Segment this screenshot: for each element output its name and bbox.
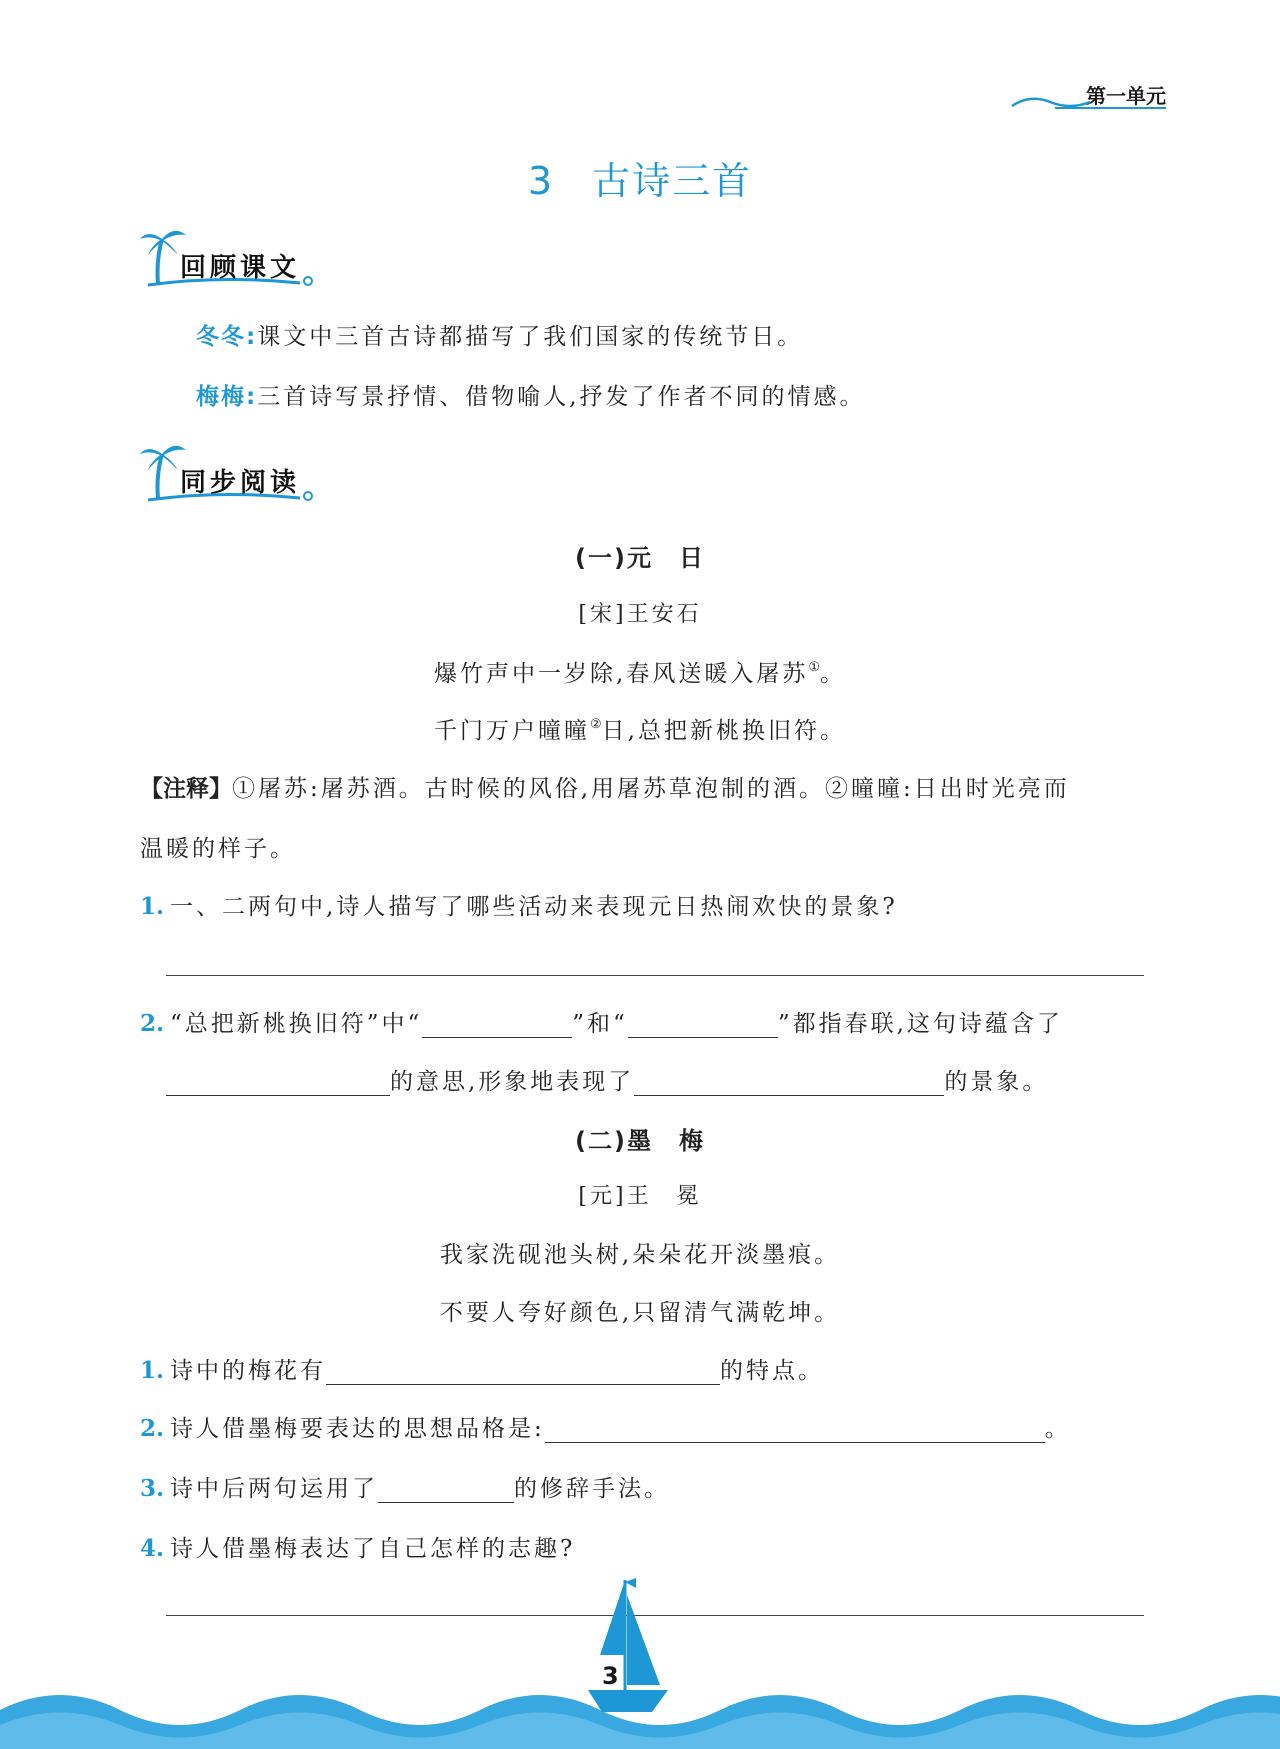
section-title-reading: 同步阅读 <box>180 468 301 498</box>
blank-field[interactable] <box>326 1360 720 1385</box>
footnote-mark-2: ② <box>590 717 602 732</box>
section-header-review <box>140 225 340 295</box>
speaker-dongdong: 冬冬: <box>196 324 258 350</box>
poem1-title: (一)元 日 <box>575 544 705 572</box>
sailboat-icon <box>588 1578 668 1712</box>
footnote-mark-1: ① <box>808 660 820 675</box>
blank-field[interactable] <box>634 1071 944 1096</box>
poem2-question-3: 3. 诗中后两句运用了 的修辞手法。 <box>140 1475 671 1502</box>
poem2-question-2: 2. 诗人借墨梅要表达的思想品格是: 。 <box>140 1415 1071 1442</box>
blank-field[interactable] <box>378 1478 514 1503</box>
section-title-review: 回顾课文 <box>180 253 301 283</box>
poem2-author: [元]王 冕 <box>578 1184 702 1209</box>
note-label: 【注释】 <box>140 776 232 802</box>
review-line-1 <box>196 318 803 351</box>
poem2-question-1: 1. 诗中的梅花有 的特点。 <box>140 1357 825 1384</box>
review-line-2 <box>196 378 866 411</box>
section-header-reading <box>140 440 340 510</box>
poem1-note-line-2: 温暖的样子。 <box>140 836 296 862</box>
poem1-author: [宋]王安石 <box>578 602 702 627</box>
poem2-line-1: 我家洗砚池头树,朵朵花开淡墨痕。 <box>439 1242 841 1268</box>
page-number: 3 <box>602 1662 619 1690</box>
poem1-question-1: 1. 一、二两句中,诗人描写了哪些活动来表现元日热闹欢快的景象? <box>140 893 898 920</box>
poem2-line-2: 不要人夸好颜色,只留清气满乾坤。 <box>439 1300 841 1326</box>
blank-field[interactable] <box>166 1071 390 1096</box>
lesson-name: 古诗三首 <box>592 159 753 203</box>
unit-label: 第一单元 <box>1086 84 1166 108</box>
blank-field[interactable] <box>545 1418 1045 1443</box>
blank-field[interactable] <box>628 1013 778 1038</box>
wave-footer <box>0 1560 1280 1749</box>
poem1-note-line-1: 【注释】①屠苏:屠苏酒。古时候的风俗,用屠苏草泡制的酒。②曈曈:日出时光亮而 <box>140 776 1070 802</box>
poem1-question-2-cont: 的意思,形象地表现了 的景象。 <box>166 1063 1048 1096</box>
swoosh-icon <box>1010 92 1170 112</box>
poem1-question-2: 2. “总把新桃换旧符”中“ ”和“ ”都指春联,这句诗蕴含了 <box>140 1010 1063 1037</box>
speaker-meimei: 梅梅: <box>196 384 258 410</box>
blank-field[interactable] <box>422 1013 572 1038</box>
lesson-number: 3 <box>527 159 555 203</box>
poem2-title: (二)墨 梅 <box>575 1127 705 1155</box>
review-text-2: 三首诗写景抒情、借物喻人,抒发了作者不同的情感。 <box>257 384 866 410</box>
poem2-question-4: 4. 诗人借墨梅表达了自己怎样的志趣? <box>140 1535 576 1562</box>
answer-line[interactable] <box>166 975 1144 976</box>
poem1-line-2: 千门万户曈曈②日,总把新桃换旧符。 <box>434 717 846 744</box>
lesson-title <box>0 150 1280 205</box>
poem1-line-1: 爆竹声中一岁除,春风送暖入屠苏①。 <box>434 660 846 687</box>
review-text-1: 课文中三首古诗都描写了我们国家的传统节日。 <box>257 324 804 350</box>
